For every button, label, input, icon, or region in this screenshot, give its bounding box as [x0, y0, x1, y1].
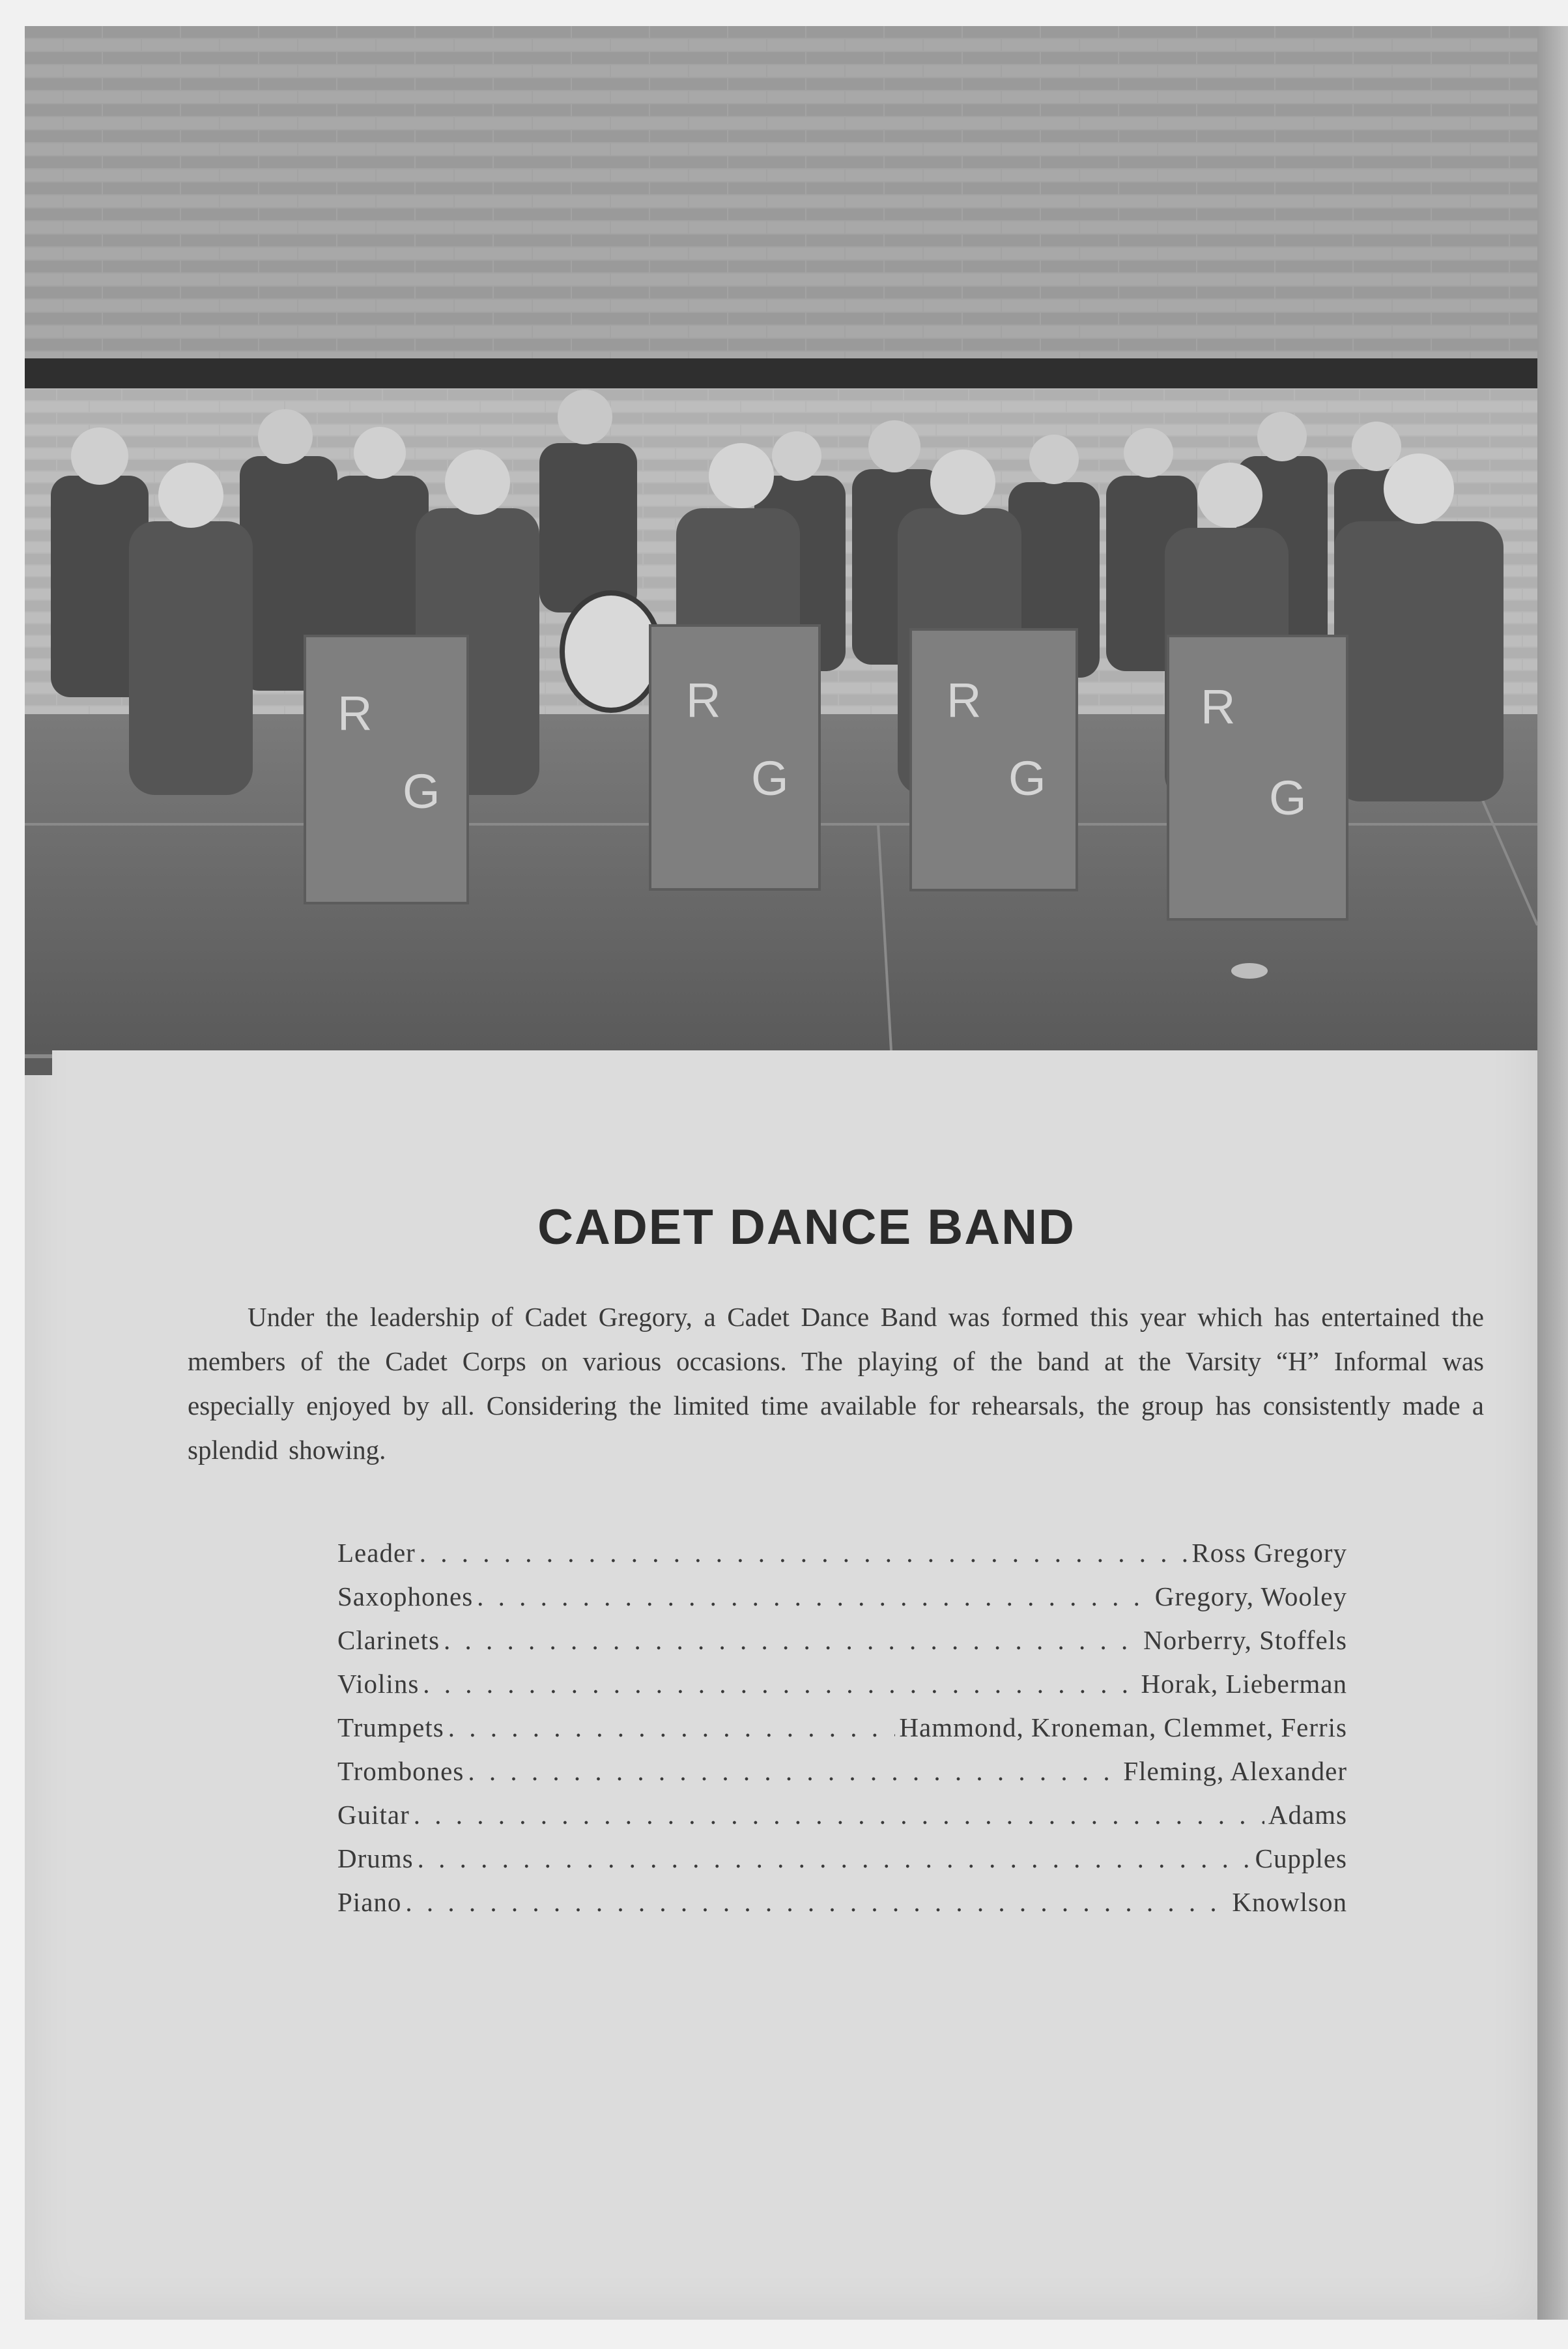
roster-role: Clarinets — [337, 1625, 440, 1655]
svg-text:G: G — [1269, 771, 1307, 825]
svg-text:G: G — [751, 751, 789, 805]
roster-row — [337, 1531, 1347, 1575]
roster-role: Piano — [337, 1887, 402, 1917]
roster-names: Cupples — [1255, 1843, 1347, 1873]
leader-dots — [468, 1750, 1119, 1793]
roster-row — [337, 1662, 1347, 1706]
svg-text:G: G — [403, 764, 440, 818]
roster-names: Knowlson — [1232, 1887, 1347, 1917]
roster-names: Adams — [1268, 1800, 1347, 1830]
roster-row — [337, 1793, 1347, 1837]
roster-names: Gregory, Wooley — [1154, 1581, 1347, 1611]
roster-row — [337, 1706, 1347, 1750]
roster-names: Hammond, Kroneman, Clemmet, Ferris — [899, 1712, 1347, 1742]
description-paragraph — [188, 1295, 1484, 1472]
yearbook-page — [25, 26, 1537, 2320]
leader-dots — [420, 1531, 1188, 1575]
page-title: CADET DANCE BAND — [537, 1200, 1076, 1255]
music-stand-3 — [911, 629, 1077, 890]
roster-role: Violins — [337, 1669, 420, 1699]
svg-text:R: R — [337, 686, 373, 740]
leader-dots — [444, 1619, 1139, 1662]
roster-names: Norberry, Stoffels — [1143, 1625, 1347, 1655]
roster-row — [337, 1750, 1347, 1793]
svg-text:R: R — [686, 673, 721, 727]
page-edge-shadow — [1537, 26, 1568, 2320]
roster-names: Ross Gregory — [1191, 1538, 1347, 1568]
roster-row — [337, 1575, 1347, 1619]
music-stand-4 — [1168, 636, 1347, 919]
leader-dots — [414, 1793, 1264, 1837]
leader-dots — [405, 1881, 1228, 1924]
roster-names: Horak, Lieberman — [1141, 1669, 1347, 1699]
svg-text:R: R — [1201, 680, 1236, 734]
article-body — [188, 1199, 1484, 1917]
roster-role: Trumpets — [337, 1712, 444, 1742]
roster-role: Trombones — [337, 1756, 464, 1786]
leader-dots — [423, 1662, 1137, 1706]
description-text: Under the leadership of Cadet Gregory, a Cadet Dance Band was formed this year which has entertained the members of the Cadet Corps on various occasions. The playing of the band at the Varsity “H” Informal was especially enjoyed by all. Considering the limited time available for rehearsals, the group has consistently made a splendid showing. — [188, 1302, 1484, 1465]
roster-row — [337, 1837, 1347, 1881]
roster-names: Fleming, Alexander — [1123, 1756, 1347, 1786]
roster-role: Guitar — [337, 1800, 410, 1830]
music-stand-2 — [650, 626, 820, 889]
roster-role: Drums — [337, 1843, 414, 1873]
roster-role: Saxophones — [337, 1581, 474, 1611]
leader-dots — [477, 1575, 1151, 1619]
band-roster — [337, 1531, 1347, 1924]
band-photo-illustration — [25, 26, 1537, 1050]
svg-text:R: R — [947, 673, 982, 727]
svg-text:G: G — [1008, 751, 1046, 805]
leader-dots — [448, 1706, 896, 1750]
roster-row — [337, 1881, 1347, 1924]
roster-role: Leader — [337, 1538, 416, 1568]
music-stand-1 — [305, 636, 468, 903]
leader-dots — [418, 1837, 1251, 1881]
band-photograph — [25, 26, 1537, 1050]
roster-row — [337, 1619, 1347, 1662]
